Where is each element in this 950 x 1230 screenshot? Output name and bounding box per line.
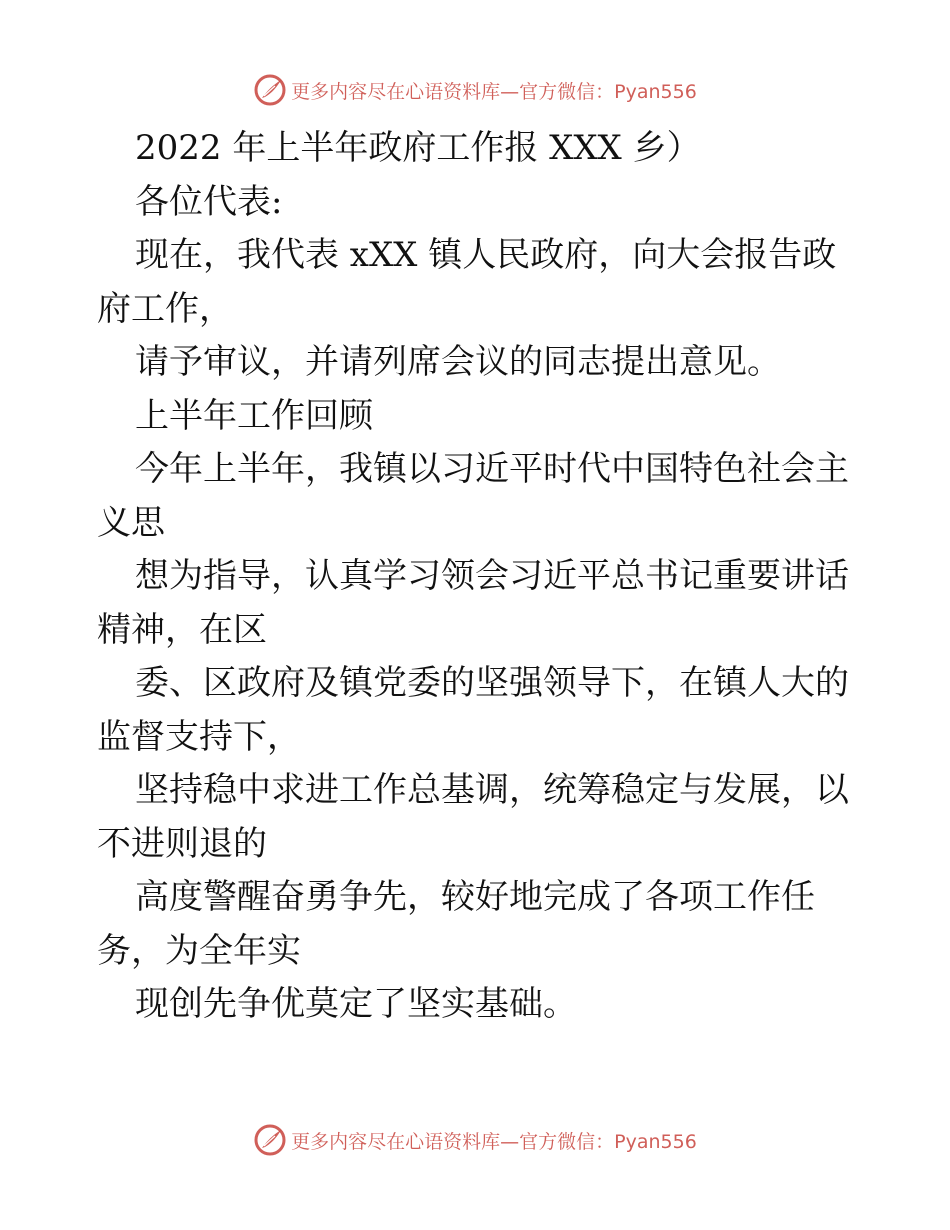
document-body	[97, 122, 857, 1032]
document-line: 各位代表:	[135, 181, 283, 222]
footer-watermark	[0, 1120, 950, 1160]
document-line: 想为指导，认真学习领会习近平总书记重要讲话	[135, 556, 849, 596]
document-line: 委、区政府及镇党委的坚强领导下，在镇人大的	[135, 663, 849, 703]
document-line: 义思	[97, 502, 165, 543]
watermark-text: 更多内容尽在心语资料库—官方微信：Pyan556	[291, 1130, 697, 1153]
document-line: 精神，在区	[97, 609, 267, 650]
document-line: 请予审议，并请列席会议的同志提出意见。	[135, 342, 781, 382]
header-watermark	[0, 70, 950, 110]
document-line: 上半年工作回顾	[135, 395, 373, 436]
document-line: 现创先争优莫定了坚实基础。	[135, 984, 577, 1024]
document-line: 今年上半年，我镇以习近平时代中国特色社会主	[135, 449, 849, 489]
document-line: 2022 年上半年政府工作报 XXX 乡）	[135, 128, 701, 168]
watermark-text: 更多内容尽在心语资料库—官方微信：Pyan556	[291, 80, 697, 103]
document-line: 坚持稳中求进工作总基调，统筹稳定与发展，以	[135, 770, 849, 810]
document-line: 高度警醒奋勇争先，较好地完成了各项工作任	[135, 877, 815, 917]
document-line: 现在，我代表 xXX 镇人民政府，向大会报告政	[135, 235, 837, 275]
document-line: 府工作，	[97, 288, 233, 329]
feather-circle-logo-icon	[253, 1123, 287, 1157]
document-line: 不进则退的	[97, 823, 267, 864]
feather-circle-logo-icon	[253, 73, 287, 107]
document-line: 监督支持下，	[97, 716, 301, 757]
document-line: 务，为全年实	[97, 930, 301, 971]
